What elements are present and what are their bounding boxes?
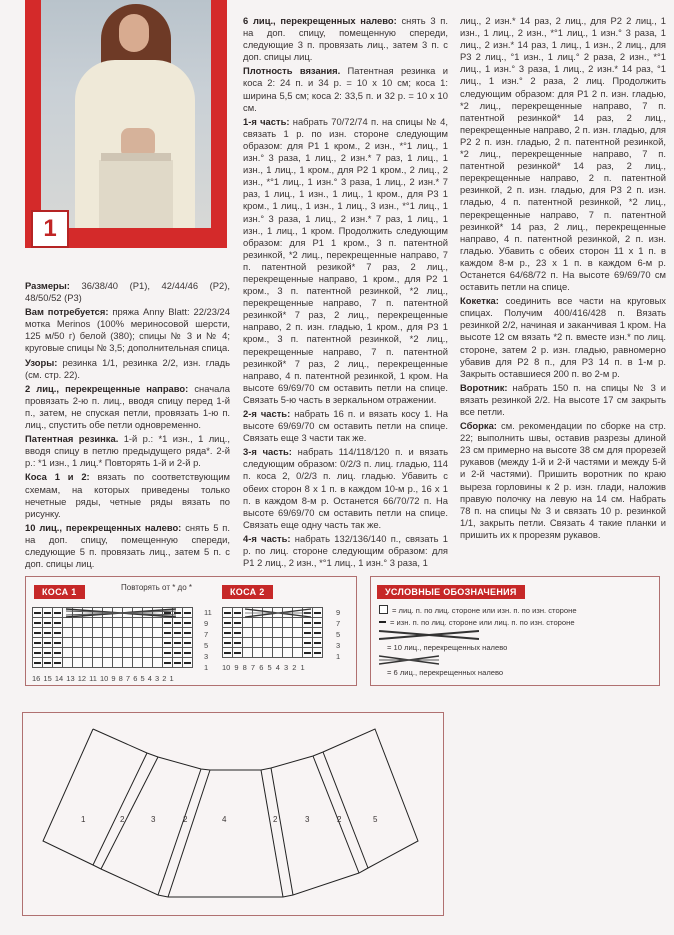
part3-text: набрать 114/118/120 п. и вязать следующим образом: 0/2/3 п. лиц. гладью, 114 п. коса 2, 0/2/3 п. лиц. гладью. Убавить с обеих сторон 8 х 1 п. в каждом 10-м р., 16 х 1 п. в каждом 8-м р. Останется 66/70/72 п. На высоте 69/69/70 см оставить петли на спице. Связать еще одну часть так же. [243,446,448,530]
yoke-paragraph [460,295,666,380]
sizes-text: 36/38/40 (P1), 42/44/46 (P2), 48/50/52 (P3) [25,280,230,304]
schema-label-part-3b: 3 [305,815,310,824]
part4-label: 4-я часть: [243,532,291,544]
part1-text: набрать 70/72/74 п. на спицы № 4, связать 1 р. по изн. стороне следующим образом: для P1 1 кром., 2 изн., *°1 лиц., 1 изн.° 3 раза, 1 лиц., 2 изн.* 7 раз, 1 лиц., 1 изн., 1 лиц., 1 кром., для P2 1 кром., 2 лиц., 2 изн., *°1 лиц., 1 изн.° 3 раза, 1 лиц., 2 изн.* 7 раз, 1 лиц., 1 изн., 1 лиц., 1 кром., для P3 1 кром., 1 лиц., 1 изн., 1 лиц., 3 изн., *°1 лиц., 1 изн.° 3 раза, 1 лиц., 2 изн.* 7 раз, 1 лиц., 1 изн., 1 лиц., 1 кром. Продолжить следующим образом: для P1 1 кром., 3 п. патентной резинкой, *2 лиц., перекрещенные направо, 7 п. патентной резикой* 7 раз, 2 лиц., перекрещенные направо, 1 кром., для P2 1 кром., 3 п. патентной резинкой, *2 лиц., перекрещенные направо, 7 п. патентной резинкой* 7 раз, 2 лиц., перекрещенные направо, 2 п. изн. гладью, 1 кром., для P3 1 кром., 3 п. патентной резинкой, *2 лиц., перекрещенные направо, 7 п. патентной резинкой* 7 раз, 2 лиц., перекрещенные направо, 4 п. патентной резинкой, 1 кром. На высоте 69/69/70 см оставить петли на спице. Связать 5-ю часть в зеркальном отражении. [243,115,448,405]
part2-label: 2-я часть: [243,408,291,419]
part4-continued: лиц., 2 изн.* 14 раз, 2 лиц., для P2 2 лиц., 1 изн., 1 лиц., 2 изн., *°1 лиц., 1 изн.° 3 раза, 1 лиц., 2 изн.* 14 раз, 1 лиц., 1 изн., 2 лиц., для P3 2 лиц., °1 изн., 1 лиц.° 2 раза, 2 изн., *°1 лиц., 1 изн.° 3 раза, 1 лиц., 2 изн.* 14 раз, °1 лиц., 1 изн.° 2 раза, 2 лиц. Продолжить следующим образом: для P1 2 п. изн. гладью, *2 лиц., перекрещенные направо, 7 п. патентной резинкой* 14 раз, 2 лиц., перекрещенные направо, 2 п. изн. гладью, для P2 2 п. изн. гладью, 2 п. патентной резинкой, *2 лиц., перекрещенные направо, 7 п. патентной резинкой* 14 раз, 2 лиц., перекрещенные направо, 2 п. патентной резинкой, 2 п. изн. гладью, для P3 2 п. изн. гладью, 4 п. патентной резинкой, *2 лиц., перекрещенные направо, 7 п. патентной резинкой* 14 раз, 2 лиц., перекрещенные направо, 4 п. патентной резинкой, 2 п. изн. гладью. Убавить с обеих сторон 11 х 1 п. в каждом 8-м р., 23 х 1 п. в каждом 6-м р. Останется 64/68/72 п. На высоте 69/69/70 см оставить петли на спице. [460,15,666,293]
schema-label-part-2b: 2 [183,815,188,824]
kosa-text: вязать по соответствующим схемам, на которых приведены только нечетные ряды, четные ряды вязать по рисунку. [25,471,230,519]
kosa2-title: КОСА 2 [222,585,273,599]
legend-title: УСЛОВНЫЕ ОБОЗНАЧЕНИЯ [377,585,525,599]
patterns-text: резинка 1/1, резинка 2/2, изн. гладь (см. стр. 22). [25,356,230,380]
kosa-paragraph [25,471,230,519]
patent-text: 1-й р.: *1 изн., 1 лиц., вводя спицу в петлю предыдущего ряда*. 2-й р.: *1 изн., 1 лиц.* Повторять 1-й и 2-й р. [25,433,230,469]
part4-paragraph [243,533,448,569]
schema-label-part-4: 4 [222,815,227,824]
density-label: Плотность вязания. [243,65,341,77]
text-column-3 [460,15,666,543]
schema-label-part-1: 1 [81,815,86,824]
six-cross-paragraph [243,15,448,63]
cable-charts-box [25,576,357,686]
cross-right-paragraph [25,383,230,431]
part3-label: 3-я часть: [243,446,292,458]
yoke-text: соединить все части на круговых спицах. Получим 400/416/428 п. Вязать резинкой 2/2, начиная и заканчивая 1 кром. На высоте 12 см вязать *2 п. вместе изн.* по лиц. стороне, затем 2 р. изн. гладью, равномерно убавив для P2 8 п., для P3 14 п. в 1-м р. Закрыть оставшиеся 200 п. во 2-м р. [460,295,666,379]
text-column-2 [243,15,448,571]
photo-face [119,14,149,52]
model-number-badge: 1 [31,210,69,248]
assembly-schema-box [22,712,444,916]
assembly-label: Сборка: [460,420,497,432]
ten-cross-label: 10 лиц., перекрещенных налево: [25,521,182,533]
six-cross-text: снять 3 п. на доп. спицу, помещенную спереди, следующие 3 п. провязать лиц., затем 3 п. с доп. спицы лиц. [243,15,448,63]
assembly-schema [23,713,443,915]
part3-paragraph [243,446,448,531]
ten-cross-paragraph [25,522,230,570]
kosa2-grid [222,607,323,658]
assembly-text: см. рекомендации по сборке на стр. 22; выполнить швы, оставив разрезы длиной 23 см примерно на высоте 38 см для прорезей рукавов (между 1-й и 2-й частями и между 5-й и 2-й частями). Пришить воротник по краю выреза горловины к 2 р. изн. глади, наложив правую полочку на левую на 14 см. Набрать 78 п. на спицы № 3 и связать 10 р. резинкой 1/1, закрыть петли. Связать 4 такие планки и пришить их к прорезям рукавов. [460,420,666,540]
part4-text: набрать 132/136/140 п., связать 1 р. по лиц. стороне следующим образом: для P1 2 лиц., 2 изн., *°1 лиц., 1 изн.° 3 раза, 1 [243,532,448,569]
part1-paragraph [243,116,448,406]
yoke-label: Кокетка: [460,295,499,307]
schema-label-part-2c: 2 [273,815,278,824]
text-column-1 [25,280,230,572]
patterns-label: Узоры: [25,356,58,368]
kosa-label: Коса 1 и 2: [25,471,90,483]
ten-cross-legend-icon [379,630,479,640]
legend-six-cross: = 6 лиц., перекрещенных налево [387,668,504,677]
collar-label: Воротник: [460,381,508,393]
collar-text: набрать 150 п. на спицы № 3 и вязать резинкой 2/2. На высоте 17 см закрыть все петли. [460,381,666,417]
density-text: Патентная резинка и коса 2: 24 п. и 34 р. = 10 х 10 см; коса 1: ширина 5,5 см; коса 2: 33,5 п. и 32 р. = 10 х 10 см. [243,65,448,113]
schema-label-part-2a: 2 [120,815,125,824]
photo-belt [101,153,171,161]
legend-purl: = изн. п. по лиц. стороне или лиц. п. по изн. стороне [379,618,575,627]
kosa1-row-numbers: 11 9 7 5 3 1 [204,608,212,672]
six-cross-legend-icon [379,655,439,665]
cross-right-label: 2 лиц., перекрещенные направо: [25,382,189,394]
part2-paragraph [243,408,448,444]
materials-text: пряжа Anny Blatt: 22/23/24 мотка Merinos (100% мериносовой шерсти, 125 м/50 г) белой (380); спицы № 3 и № 4; круговые спицы № 3,5; дополнительная спица. [25,306,230,354]
patent-label: Патентная резинка. [25,433,119,445]
patterns-paragraph [25,357,230,381]
photo-frame [25,0,227,248]
repeat-note: Повторять от * до * [121,583,192,592]
schema-label-part-2d: 2 [337,815,342,824]
materials-paragraph [25,306,230,354]
legend-ten-cross: = 10 лиц., перекрещенных налево [387,643,508,652]
sizes-label: Размеры: [25,280,70,291]
six-cross-label: 6 лиц., перекрещенных налево: [243,15,397,26]
sizes-paragraph [25,280,230,304]
photo-pants [99,160,173,228]
kosa1-col-numbers: 16 15 14 13 12 11 10 9 8 7 6 5 4 3 2 1 [32,674,174,683]
dash-icon [379,621,386,623]
legend-knit: = лиц. п. по лиц. стороне или изн. п. по изн. стороне [379,605,577,615]
ten-cross-text: снять 5 п. на доп. спицу, помещенную спереди, следующие 5 п. провязать лиц., затем 5 п. с доп. спицы лиц. [25,521,230,570]
collar-paragraph [460,382,666,418]
assembly-paragraph [460,420,666,541]
part1-label: 1-я часть: [243,115,290,127]
kosa1-grid [32,607,193,668]
part2-text: набрать 16 п. и вязать косу 1. На высоте 69/69/70 см оставить петли на спице. Связать еще 3 части так же. [243,408,448,444]
density-paragraph [243,65,448,113]
kosa2-col-numbers: 10 9 8 7 6 5 4 3 2 1 [222,663,305,672]
empty-square-icon [379,605,388,614]
kosa1-title: КОСА 1 [34,585,85,599]
kosa2-row-numbers: 9 7 5 3 1 [336,608,341,661]
cross-right-text: сначала провязать 2-ю п. лиц., вводя спицу перед 1-й п., затем, не спуская петли, провязать 1-ю п. лиц., спустить обе петли одновременно. [25,382,230,431]
schema-label-part-5: 5 [373,815,378,824]
schema-label-part-3a: 3 [151,815,156,824]
model-photo [41,0,211,228]
patent-paragraph [25,433,230,469]
materials-label: Вам потребуется: [25,306,109,318]
legend-box [370,576,660,686]
